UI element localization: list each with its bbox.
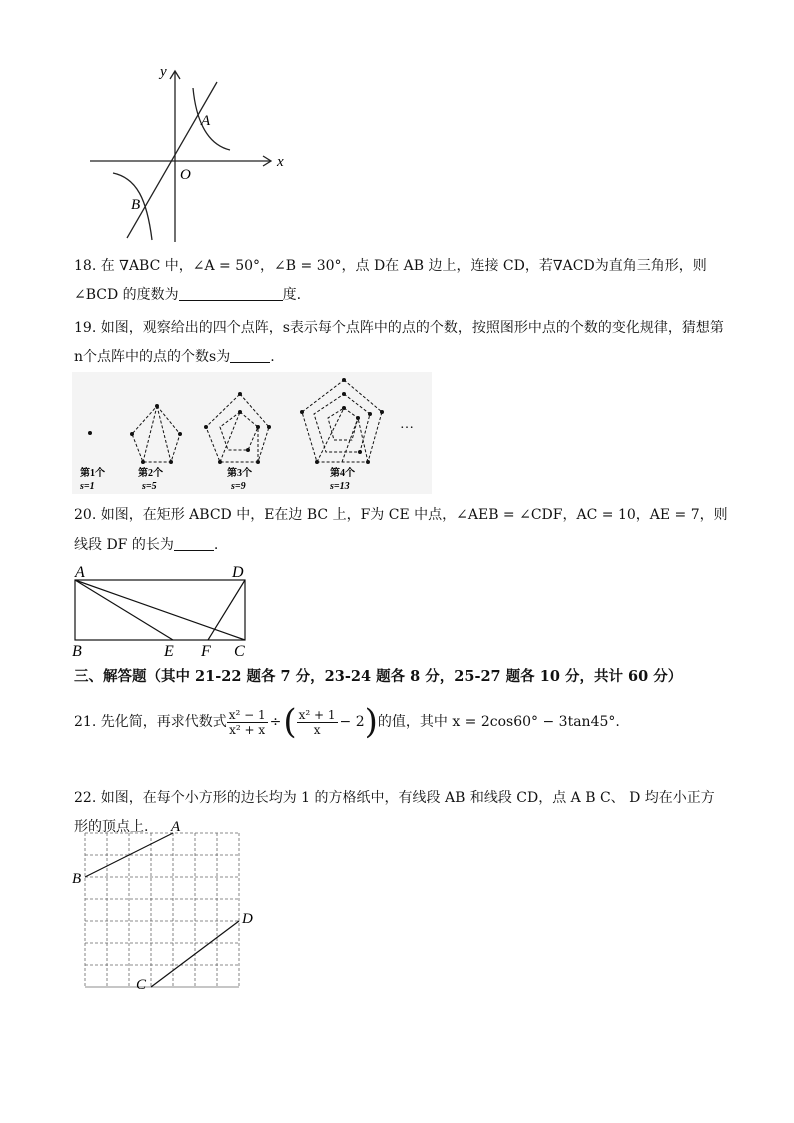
pattern4-label: 第4个	[330, 468, 355, 479]
q20-line2	[74, 535, 218, 555]
q21-fraction-2	[297, 708, 338, 737]
label-d: D	[232, 564, 244, 581]
label-b: B	[72, 643, 82, 660]
origin-label: O	[180, 167, 191, 183]
grid-label-c: C	[136, 977, 147, 993]
label-c: C	[234, 643, 245, 660]
q21-fraction-1	[227, 708, 268, 737]
q21-frac2-den: x	[313, 722, 321, 737]
pattern-ellipsis: …	[400, 417, 414, 432]
q21-frac1-den: x² + x	[229, 722, 266, 737]
pattern3-label: 第3个	[227, 468, 252, 479]
pattern1-label: 第1个	[80, 468, 105, 479]
q19-line2-pre: n个点阵中的点的个数s为	[74, 349, 231, 365]
q19-line1: 19. 如图，观察给出的四个点阵，s表示每个点阵中的点的个数，按照图形中点的个数的变化规律，猜想第	[74, 320, 724, 336]
pattern2-count: s=5	[142, 481, 157, 492]
q19-line2-post: .	[270, 349, 275, 365]
line-through-origin	[127, 82, 217, 238]
q19-line2	[74, 347, 275, 367]
coordinate-figure	[85, 60, 295, 245]
q21-frac2-num: x² + 1	[298, 707, 336, 722]
q20-answer-blank[interactable]	[174, 536, 214, 551]
grid-figure	[68, 818, 268, 998]
hyperbola-branch-upper	[193, 88, 230, 150]
segment-df	[208, 580, 245, 640]
q22-line2: 形的顶点上.	[74, 819, 149, 835]
q20-line1: 20. 如图，在矩形 ABCD 中，E在边 BC 上，F为 CE 中点，∠AEB = ∠CDF，AC = 10，AE = 7，则	[74, 507, 728, 523]
segment-ac	[75, 580, 245, 640]
label-f: F	[201, 643, 211, 660]
q18-line1: 18. 在 ∇ABC 中，∠A = 50°，∠B = 30°，点 D在 AB 边上，连接 CD，若∇ACD为直角三角形，则	[74, 258, 707, 274]
x-axis-label: x	[277, 154, 284, 170]
rectangle-figure	[70, 562, 260, 660]
q21-pre: 21. 先化简，再求代数式	[74, 714, 227, 730]
dot-pattern-figure	[72, 372, 432, 494]
q21-minus2: − 2	[339, 714, 365, 730]
label-a: A	[75, 564, 85, 581]
grid-label-a: A	[171, 819, 181, 835]
y-axis-label: y	[160, 64, 167, 80]
q21-line	[74, 702, 620, 742]
pattern4-count: s=13	[330, 481, 350, 492]
section3-heading: 三、解答题（其中 21-22 题各 7 分，23-24 题各 8 分，25-27 题各 10 分，共计 60 分）	[74, 668, 683, 685]
label-e: E	[164, 643, 174, 660]
dashed-grid	[85, 833, 239, 987]
q21-paren-close: )	[364, 702, 378, 742]
q18-line2-post: 度.	[282, 287, 302, 303]
pattern1-dot	[88, 431, 92, 435]
pattern3-count: s=9	[231, 481, 246, 492]
q20-line2-post: .	[213, 537, 219, 553]
q18-line2-pre: ∠BCD 的度数为	[74, 287, 179, 303]
q20-line2-pre: 线段 DF 的长为	[74, 537, 174, 553]
q21-paren-open: (	[283, 702, 297, 742]
q22-line1: 22. 如图，在每个小方形的边长均为 1 的方格纸中，有线段 AB 和线段 CD，点 A B C、 D 均在小正方	[74, 790, 715, 806]
point-b-label: B	[131, 197, 141, 213]
q21-div: ÷	[269, 714, 282, 730]
q19-answer-blank[interactable]	[230, 348, 270, 363]
point-a-label: A	[201, 113, 211, 129]
q21-post: 的值，其中 x = 2cos60° − 3tan45°.	[377, 714, 620, 730]
pattern2-label: 第2个	[138, 468, 163, 479]
grid-label-b: B	[72, 871, 82, 887]
q21-frac1-num: x² − 1	[228, 707, 266, 722]
grid-label-d: D	[242, 911, 253, 927]
q18-answer-blank[interactable]	[179, 286, 283, 301]
pattern1-count: s=1	[80, 481, 95, 492]
q18-line2	[74, 285, 301, 305]
